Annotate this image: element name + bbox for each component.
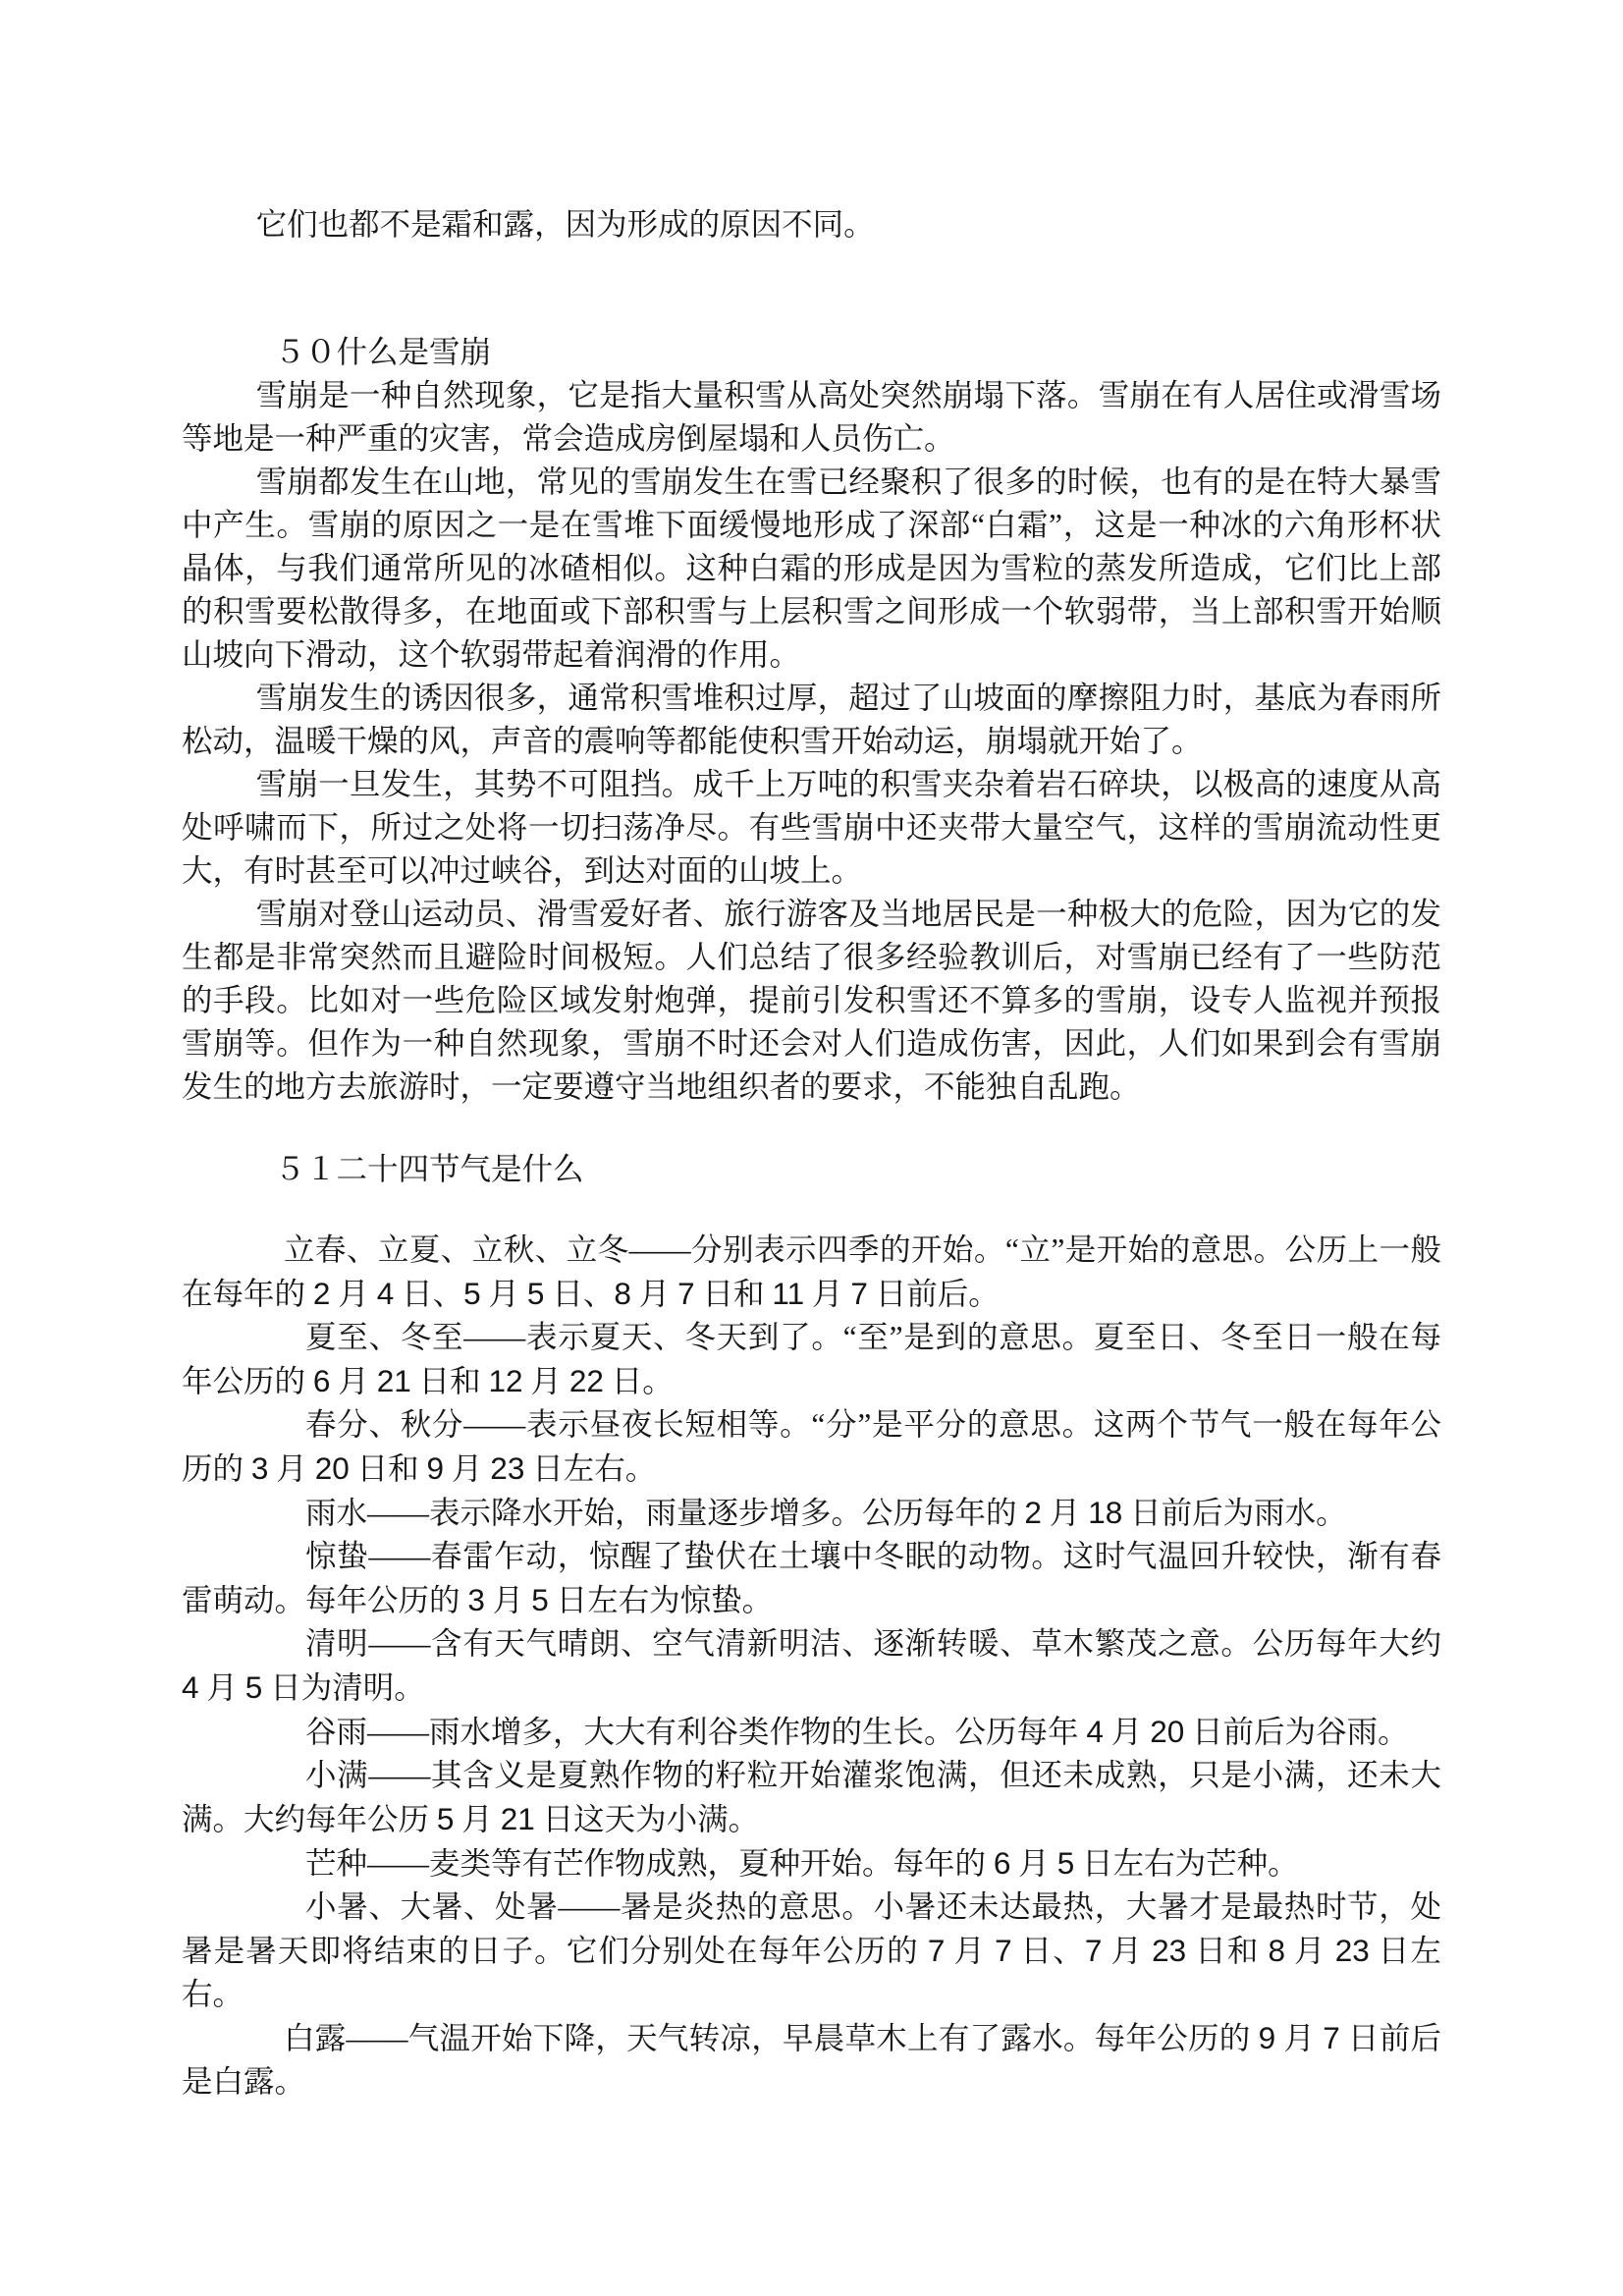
solar-term-paragraph-qingming: 清明——含有天气晴朗、空气清新明洁、逐渐转暖、草木繁茂之意。公历每年大约 4 月 5 日为清明。 [182,1626,1441,1705]
solar-term-paragraph-xiaoman: 小满——其含义是夏熟作物的籽粒开始灌浆饱满，但还未成熟，只是小满，还未大满。大约每年公历 5 月 21 日这天为小满。 [182,1758,1441,1836]
solar-term-paragraph-mangzhong: 芒种——麦类等有芒作物成熟，夏种开始。每年的 6 月 5 日左右为芒种。 [305,1845,1299,1881]
document-content [182,203,1441,2104]
section-50-heading: ５０什么是雪崩 [274,335,492,369]
solar-term-paragraph-bailu: 白露——气温开始下降，天气转凉，早晨草木上有了露水。每年公历的 9 月 7 日前后是白露。 [182,2020,1441,2099]
section-50-paragraph-overview: 雪崩是一种自然现象，它是指大量积雪从高处突然崩塌下落。雪崩在有人居住或滑雪场等地是一种严重的灾害，常会造成房倒屋塌和人员伤亡。 [182,378,1441,456]
section-50-paragraph-triggers: 雪崩发生的诱因很多，通常积雪堆积过厚，超过了山坡面的摩擦阻力时，基底为春雨所松动，温暖干燥的风，声音的震响等都能使积雪开始动运，崩塌就开始了。 [182,681,1441,758]
solar-term-paragraph-chunfen: 春分、秋分——表示昼夜长短相等。“分”是平分的意思。这两个节气一般在每年公历的 3 月 20 日和 9 月 23 日左右。 [182,1407,1441,1486]
solar-term-paragraph-yushui: 雨水——表示降水开始，雨量逐步增多。公历每年的 2 月 18 日前后为雨水。 [305,1495,1347,1530]
solar-term-paragraph-jingzhe: 惊蛰——春雷乍动，惊醒了蛰伏在土壤中冬眠的动物。这时气温回升较快，渐有春雷萌动。每年公历的 3 月 5 日左右为惊蛰。 [182,1539,1441,1617]
solar-term-paragraph-xiaoshu: 小暑、大暑、处暑——暑是炎热的意思。小暑还未达最热，大暑才是最热时节，处暑是暑天即将结束的日子。它们分别处在每年公历的 7 月 7 日、7 月 23 日和 8 月 23 日左右。 [182,1889,1441,2011]
intro-paragraph: 它们也都不是霜和露，因为形成的原因不同。 [255,207,875,242]
solar-term-paragraph-lichun: 立春、立夏、立秋、立冬——分别表示四季的开始。“立”是开始的意思。公历上一般在每年的 2 月 4 日、5 月 5 日、8 月 7 日和 11 月 7 日前后。 [182,1232,1441,1311]
solar-term-paragraph-xiazhi: 夏至、冬至——表示夏天、冬天到了。“至”是到的意思。夏至日、冬至日一般在每年公历的 6 月 21 日和 12 月 22 日。 [182,1320,1441,1398]
solar-term-paragraph-guyu: 谷雨——雨水增多，大大有利谷类作物的生长。公历每年 4 月 20 日前后为谷雨。 [305,1714,1409,1749]
section-50-paragraph-danger: 雪崩对登山运动员、滑雪爱好者、旅行游客及当地居民是一种极大的危险，因为它的发生都是非常突然而且避险时间极短。人们总结了很多经验教训后，对雪崩已经有了一些防范的手段。比如对一些危险区域发射炮弹，提前引发积雪还不算多的雪崩，设专人监视并预报雪崩等。但作为一种自然现象，雪崩不时还会对人们造成伤害，因此，人们如果到会有雪崩发生的地方去旅游时，一定要遵守当地组织者的要求，不能独自乱跑。 [182,897,1441,1104]
section-50-paragraph-causes: 雪崩都发生在山地，常见的雪崩发生在雪已经聚积了很多的时候，也有的是在特大暴雪中产生。雪崩的原因之一是在雪堆下面缓慢地形成了深部“白霜”，这是一种冰的六角形杯状晶体，与我们通常所见的冰碴相似。这种白霜的形成是因为雪粒的蒸发所造成，它们比上部的积雪要松散得多，在地面或下部积雪与上层积雪之间形成一个软弱带，当上部积雪开始顺山坡向下滑动，这个软弱带起着润滑的作用。 [182,465,1441,672]
section-50-paragraph-force: 雪崩一旦发生，其势不可阻挡。成千上万吨的积雪夹杂着岩石碎块，以极高的速度从高处呼啸而下，所过之处将一切扫荡净尽。有些雪崩中还夹带大量空气，这样的雪崩流动性更大，有时甚至可以冲过峡谷，到达对面的山坡上。 [182,767,1441,888]
section-51-heading: ５１二十四节气是什么 [274,1152,584,1186]
